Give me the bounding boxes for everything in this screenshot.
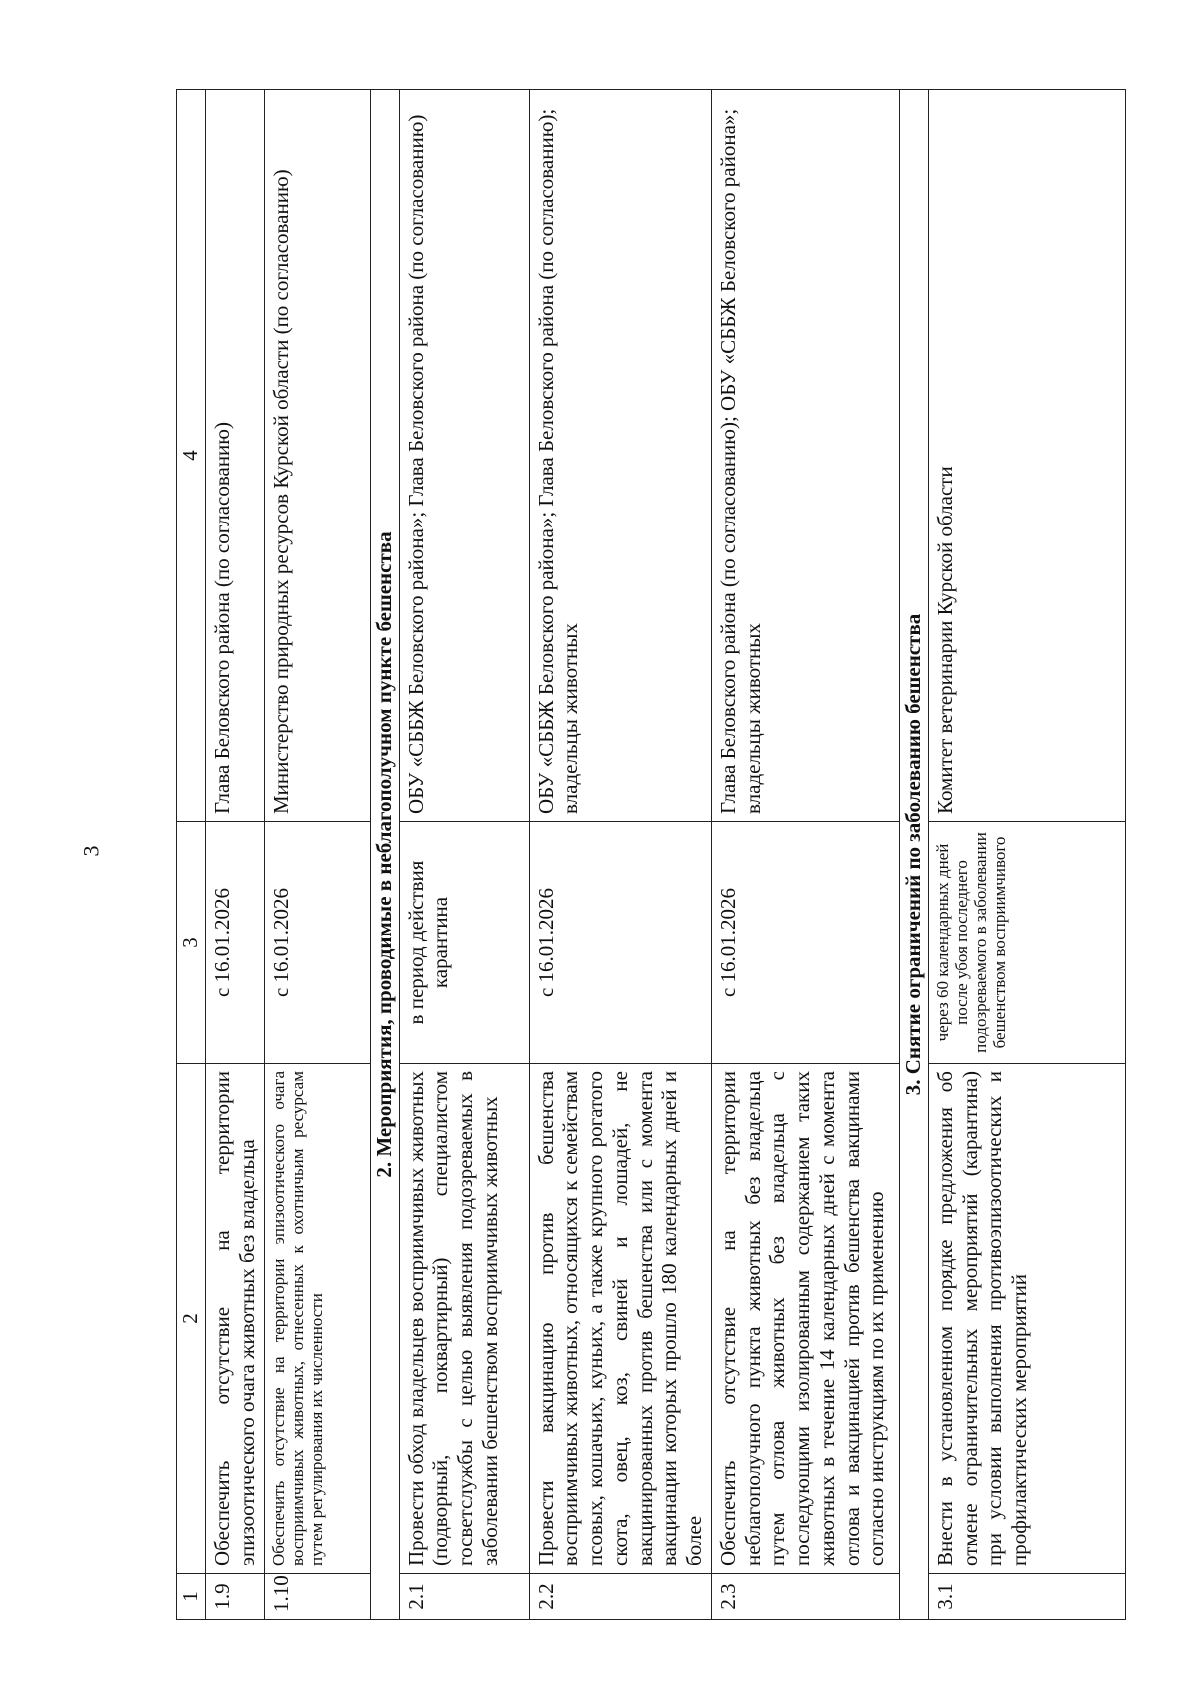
deadline-text: с 16.01.2026: [206, 822, 265, 1064]
section-header: [370, 90, 399, 1620]
action-text: Внести в установленном порядке предложения об отмене ограничительных мероприятий (карантина) при условии выполнения противоэпизоотических и профилактических мероприятий: [928, 1064, 1125, 1574]
item-number: 1.10: [264, 1574, 370, 1620]
table-row: [206, 90, 265, 1620]
page-number: 3: [78, 845, 104, 857]
item-number: 2.3: [711, 1574, 899, 1620]
section-title: 2. Мероприятия, проводимые в неблагополучном пункте бешенства: [370, 90, 399, 1620]
item-number: 1.9: [206, 1574, 265, 1620]
action-text: Провести вакцинацию против бешенства восприимчивых животных, относящихся к семействам псовых, кошачьих, куньих, а также крупного рогатого скота, овец, коз, свиней и лошадей, не вакцинированных против бешенства или с момента вакцинации которых прошло 180 календарных дней и более: [529, 1064, 711, 1574]
item-number: 3.1: [928, 1574, 1125, 1620]
item-number: 2.1: [399, 1574, 529, 1620]
action-text: Обеспечить отсутствие на территории эпизоотического очага животных без владельца: [206, 1064, 265, 1574]
section-header: [899, 90, 928, 1620]
deadline-text: с 16.01.2026: [529, 822, 711, 1064]
table-row: [529, 90, 711, 1620]
deadline-text: через 60 календарных дней после убоя последнего подозреваемого в заболевании бешенством восприимчивого: [928, 822, 1125, 1064]
deadline-text: с 16.01.2026: [711, 822, 899, 1064]
table-row: [928, 90, 1125, 1620]
action-text: Обеспечить отсутствие на территории неблагополучного пункта животных без владельца путем отлова животных без владельца с последующими изолированным содержанием таких животных в течение 14 календарных дней с момента отлова и вакцинацией против бешенства вакцинами согласно инструкциям по их применению: [711, 1064, 899, 1574]
column-number: 2: [177, 1064, 206, 1574]
responsible-text: ОБУ «СББЖ Беловского района»; Глава Беловского района (по согласованию): [399, 90, 529, 822]
column-number: 1: [177, 1574, 206, 1620]
rotated-table-wrapper: [176, 90, 1126, 1620]
action-text: Провести обход владельцев восприимчивых животных (подворный, поквартирный) специалистом госветслужбы с целью выявления подозреваемых в заболевании бешенством восприимчивых животных: [399, 1064, 529, 1574]
column-number: 3: [177, 822, 206, 1064]
column-number-row: [177, 90, 206, 1620]
table-row: [399, 90, 529, 1620]
item-number: 2.2: [529, 1574, 711, 1620]
table-row: [264, 90, 370, 1620]
action-text: Обеспечить отсутствие на территории эпизоотического очага восприимчивых животных, отнесенных к охотничьим ресурсам путем регулирования их численности: [264, 1064, 370, 1574]
responsible-text: Глава Беловского района (по согласованию); ОБУ «СББЖ Беловского района»; владельцы животных: [711, 90, 899, 822]
responsible-text: ОБУ «СББЖ Беловского района»; Глава Беловского района (по согласованию); владельцы животных: [529, 90, 711, 822]
measures-table: [176, 89, 1126, 1620]
deadline-text: в период действия карантина: [399, 822, 529, 1064]
section-title: 3. Снятие ограничений по заболеванию бешенства: [899, 90, 928, 1620]
responsible-text: Глава Беловского района (по согласованию): [206, 90, 265, 822]
column-number: 4: [177, 90, 206, 822]
table-row: [711, 90, 899, 1620]
responsible-text: Комитет ветеринарии Курской области: [928, 90, 1125, 822]
responsible-text: Министерство природных ресурсов Курской области (по согласованию): [264, 90, 370, 822]
deadline-text: с 16.01.2026: [264, 822, 370, 1064]
